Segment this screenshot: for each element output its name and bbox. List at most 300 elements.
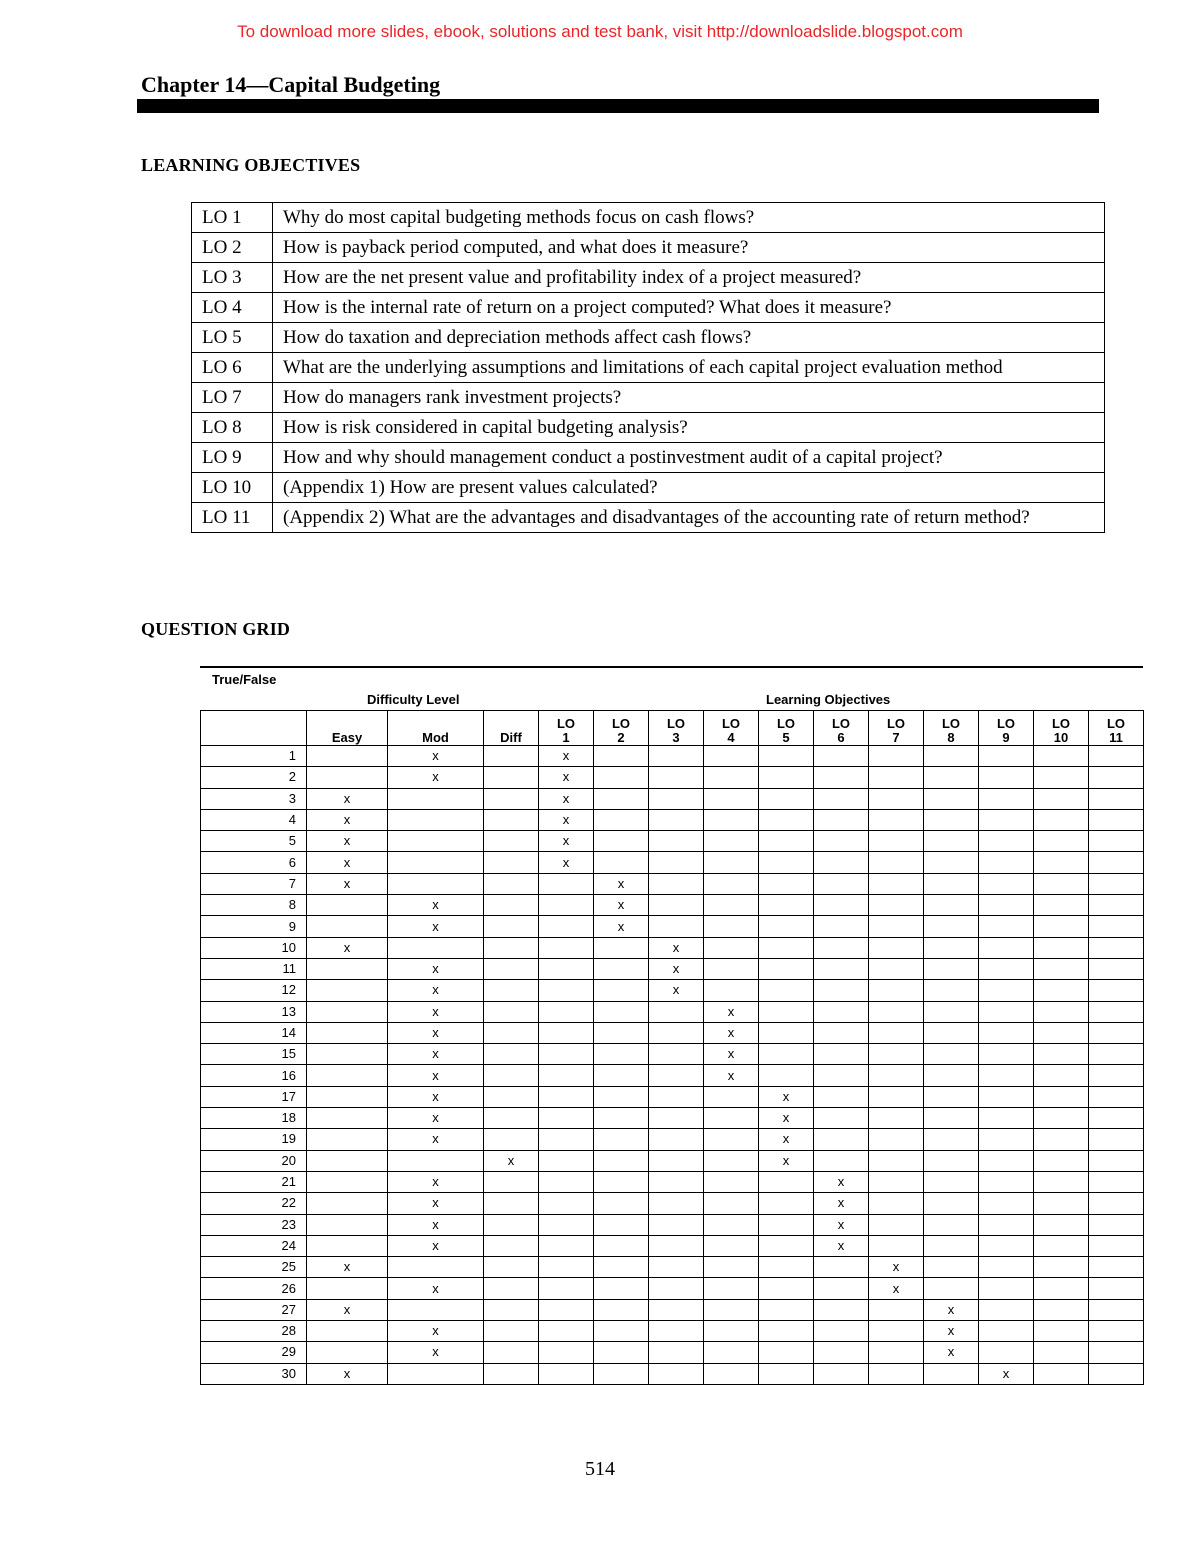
grid-cell (1089, 1235, 1144, 1256)
grid-cell (594, 1257, 649, 1278)
grid-cell (388, 1257, 484, 1278)
grid-cell (484, 1129, 539, 1150)
grid-cell (539, 1001, 594, 1022)
grid-cell (759, 767, 814, 788)
grid-mark: x (307, 873, 388, 894)
grid-cell (649, 1086, 704, 1107)
grid-cell (1089, 1363, 1144, 1384)
grid-cell (539, 1065, 594, 1086)
objective-row (192, 323, 1105, 353)
grid-cell (594, 1022, 649, 1043)
grid-cell (1089, 1171, 1144, 1192)
question-number: 17 (201, 1086, 307, 1107)
grid-cell (869, 767, 924, 788)
grid-cell (1089, 1022, 1144, 1043)
question-number: 21 (201, 1171, 307, 1192)
grid-cell (539, 1129, 594, 1150)
grid-cell (924, 937, 979, 958)
objective-row (192, 503, 1105, 533)
grid-cell (759, 873, 814, 894)
grid-cell (539, 873, 594, 894)
objective-text: What are the underlying assumptions and limitations of each capital project evaluation method (273, 353, 1105, 383)
grid-cell (814, 1257, 869, 1278)
grid-cell (1089, 1278, 1144, 1299)
grid-cell (649, 1171, 704, 1192)
grid-row (201, 1108, 1144, 1129)
grid-cell (869, 1342, 924, 1363)
grid-cell (1089, 1086, 1144, 1107)
grid-cell (649, 1278, 704, 1299)
grid-cell (649, 873, 704, 894)
grid-cell (814, 1129, 869, 1150)
grid-cell (388, 852, 484, 873)
grid-cell (484, 1257, 539, 1278)
question-grid-heading: QUESTION GRID (141, 619, 291, 639)
grid-cell (924, 1129, 979, 1150)
grid-cell (307, 980, 388, 1001)
objective-text: Why do most capital budgeting methods focus on cash flows? (273, 203, 1105, 233)
grid-cell (704, 1321, 759, 1342)
objective-text: How do taxation and depreciation methods affect cash flows? (273, 323, 1105, 353)
grid-row (201, 873, 1144, 894)
grid-cell (759, 1214, 814, 1235)
grid-mark: x (388, 1108, 484, 1129)
grid-cell (1034, 937, 1089, 958)
grid-cell (924, 1086, 979, 1107)
grid-cell (484, 1022, 539, 1043)
grid-cell (869, 895, 924, 916)
question-number: 2 (201, 767, 307, 788)
column-header-line2: 8 (947, 730, 955, 745)
grid-cell (1089, 958, 1144, 979)
grid-row (201, 1129, 1144, 1150)
grid-mark: x (594, 895, 649, 916)
grid-column-header (814, 711, 869, 746)
grid-cell (1034, 1150, 1089, 1171)
objective-text: How and why should management conduct a postinvestment audit of a capital project? (273, 443, 1105, 473)
grid-cell (1034, 1214, 1089, 1235)
objective-text: (Appendix 2) What are the advantages and disadvantages of the accounting rate of return method? (273, 503, 1105, 533)
grid-mark: x (307, 852, 388, 873)
grid-cell (649, 1257, 704, 1278)
grid-row (201, 746, 1144, 767)
grid-cell (594, 1086, 649, 1107)
grid-mark: x (869, 1278, 924, 1299)
grid-column-header (979, 711, 1034, 746)
grid-cell (979, 1193, 1034, 1214)
column-header-line2: 5 (782, 730, 790, 745)
grid-cell (979, 937, 1034, 958)
objective-text: How is risk considered in capital budgeting analysis? (273, 413, 1105, 443)
grid-cell (1089, 1044, 1144, 1065)
grid-cell (1034, 1065, 1089, 1086)
grid-row (201, 958, 1144, 979)
grid-cell (869, 916, 924, 937)
grid-cell (1034, 1086, 1089, 1107)
grid-column-header (539, 711, 594, 746)
grid-mark: x (539, 746, 594, 767)
objective-text: (Appendix 1) How are present values calculated? (273, 473, 1105, 503)
grid-cell (307, 916, 388, 937)
grid-cell (1034, 767, 1089, 788)
grid-cell (814, 1108, 869, 1129)
grid-cell (759, 831, 814, 852)
grid-cell (484, 1321, 539, 1342)
grid-cell (979, 1150, 1034, 1171)
grid-cell (307, 1235, 388, 1256)
grid-cell (759, 958, 814, 979)
grid-cell (979, 831, 1034, 852)
difficulty-level-label: Difficulty Level (367, 692, 460, 707)
grid-column-header (924, 711, 979, 746)
grid-mark: x (388, 1342, 484, 1363)
grid-cell (307, 1022, 388, 1043)
grid-cell (594, 1278, 649, 1299)
grid-cell (1034, 1363, 1089, 1384)
grid-mark: x (979, 1363, 1034, 1384)
objective-text: How is payback period computed, and what does it measure? (273, 233, 1105, 263)
question-number: 29 (201, 1342, 307, 1363)
grid-cell (594, 1171, 649, 1192)
grid-cell (484, 1171, 539, 1192)
grid-cell (1034, 1108, 1089, 1129)
grid-cell (814, 1044, 869, 1065)
grid-cell (1034, 1044, 1089, 1065)
grid-cell (484, 809, 539, 830)
grid-cell (869, 980, 924, 1001)
grid-cell (1089, 1321, 1144, 1342)
grid-row (201, 1278, 1144, 1299)
grid-mark: x (759, 1086, 814, 1107)
question-number: 1 (201, 746, 307, 767)
objective-id: LO 5 (192, 323, 273, 353)
grid-column-header (869, 711, 924, 746)
grid-cell (307, 1171, 388, 1192)
grid-cell (1089, 1342, 1144, 1363)
grid-row (201, 1044, 1144, 1065)
grid-cell (869, 788, 924, 809)
column-header-line2: Mod (422, 730, 449, 745)
grid-cell (979, 767, 1034, 788)
grid-cell (979, 895, 1034, 916)
question-number: 8 (201, 895, 307, 916)
column-header-line1: LO (611, 716, 631, 731)
grid-cell (1034, 1299, 1089, 1320)
grid-row (201, 1363, 1144, 1384)
grid-cell (539, 916, 594, 937)
grid-mark: x (388, 980, 484, 1001)
grid-mark: x (704, 1065, 759, 1086)
grid-cell (1089, 895, 1144, 916)
grid-cell (484, 916, 539, 937)
column-header-line1: LO (831, 716, 851, 731)
grid-cell (1089, 937, 1144, 958)
grid-cell (814, 1150, 869, 1171)
grid-cell (649, 1214, 704, 1235)
grid-mark: x (649, 958, 704, 979)
grid-cell (388, 831, 484, 852)
objective-row (192, 473, 1105, 503)
grid-row (201, 980, 1144, 1001)
grid-cell (979, 1001, 1034, 1022)
grid-cell (704, 1214, 759, 1235)
grid-cell (649, 895, 704, 916)
column-header-line2: 3 (672, 730, 680, 745)
objective-id: LO 6 (192, 353, 273, 383)
grid-cell (924, 1363, 979, 1384)
column-header-line2: 2 (617, 730, 625, 745)
grid-cell (1034, 746, 1089, 767)
grid-cell (307, 767, 388, 788)
grid-cell (759, 916, 814, 937)
grid-mark: x (924, 1299, 979, 1320)
grid-cell (539, 1235, 594, 1256)
grid-cell (649, 767, 704, 788)
grid-cell (649, 746, 704, 767)
grid-cell (484, 746, 539, 767)
grid-cell (814, 958, 869, 979)
objective-id: LO 2 (192, 233, 273, 263)
grid-mark: x (307, 809, 388, 830)
grid-cell (814, 1363, 869, 1384)
column-header-line2: 10 (1053, 730, 1069, 745)
grid-cell (388, 873, 484, 894)
grid-cell (484, 1108, 539, 1129)
grid-cell (704, 1108, 759, 1129)
grid-cell (979, 1278, 1034, 1299)
grid-cell (388, 937, 484, 958)
grid-cell (1034, 1278, 1089, 1299)
objective-row (192, 293, 1105, 323)
grid-cell (649, 1108, 704, 1129)
grid-cell (704, 895, 759, 916)
grid-cell (1034, 873, 1089, 894)
grid-cell (594, 937, 649, 958)
objective-row (192, 383, 1105, 413)
grid-cell (539, 1321, 594, 1342)
grid-cell (814, 852, 869, 873)
grid-cell (307, 1044, 388, 1065)
grid-cell (1034, 831, 1089, 852)
grid-cell (759, 1171, 814, 1192)
question-type-label: True/False (212, 672, 277, 687)
grid-cell (924, 916, 979, 937)
grid-column-header (704, 711, 759, 746)
grid-cell (1034, 788, 1089, 809)
grid-cell (869, 1214, 924, 1235)
grid-mark: x (814, 1171, 869, 1192)
grid-cell (594, 1214, 649, 1235)
grid-cell (594, 1342, 649, 1363)
grid-cell (759, 809, 814, 830)
grid-cell (979, 1044, 1034, 1065)
grid-mark: x (814, 1214, 869, 1235)
grid-cell (869, 1044, 924, 1065)
grid-cell (594, 788, 649, 809)
objective-id: LO 3 (192, 263, 273, 293)
grid-cell (1089, 788, 1144, 809)
grid-cell (979, 1171, 1034, 1192)
grid-cell (1089, 916, 1144, 937)
grid-cell (649, 1065, 704, 1086)
grid-row (201, 1257, 1144, 1278)
objective-id: LO 7 (192, 383, 273, 413)
grid-cell (759, 1193, 814, 1214)
grid-cell (388, 1299, 484, 1320)
grid-cell (759, 1022, 814, 1043)
column-header-line2: 1 (562, 730, 570, 745)
grid-cell (1089, 873, 1144, 894)
grid-cell (649, 1321, 704, 1342)
grid-cell (594, 1108, 649, 1129)
grid-cell (1089, 1150, 1144, 1171)
grid-corner-cell (201, 711, 307, 746)
grid-cell (1089, 809, 1144, 830)
column-header-line1: LO (721, 716, 741, 731)
question-number: 5 (201, 831, 307, 852)
grid-mark: x (814, 1193, 869, 1214)
grid-cell (307, 746, 388, 767)
grid-cell (484, 1193, 539, 1214)
grid-cell (594, 746, 649, 767)
grid-cell (814, 873, 869, 894)
grid-mark: x (388, 1321, 484, 1342)
grid-row (201, 1193, 1144, 1214)
question-number: 15 (201, 1044, 307, 1065)
grid-cell (869, 852, 924, 873)
grid-mark: x (388, 767, 484, 788)
grid-cell (704, 746, 759, 767)
grid-cell (704, 1193, 759, 1214)
grid-cell (539, 937, 594, 958)
grid-cell (484, 1363, 539, 1384)
grid-cell (814, 1342, 869, 1363)
question-number: 9 (201, 916, 307, 937)
grid-cell (924, 980, 979, 1001)
grid-cell (594, 1065, 649, 1086)
grid-cell (869, 1299, 924, 1320)
question-number: 23 (201, 1214, 307, 1235)
grid-cell (814, 1278, 869, 1299)
grid-mark: x (539, 809, 594, 830)
grid-cell (759, 852, 814, 873)
question-number: 10 (201, 937, 307, 958)
grid-cell (924, 873, 979, 894)
grid-cell (704, 958, 759, 979)
grid-cell (594, 1235, 649, 1256)
grid-cell (539, 1257, 594, 1278)
objective-text: How do managers rank investment projects? (273, 383, 1105, 413)
grid-cell (484, 788, 539, 809)
grid-cell (307, 958, 388, 979)
grid-cell (1034, 916, 1089, 937)
grid-cell (1089, 1299, 1144, 1320)
grid-mark: x (539, 788, 594, 809)
grid-cell (307, 1214, 388, 1235)
question-number: 19 (201, 1129, 307, 1150)
grid-cell (484, 937, 539, 958)
grid-row (201, 831, 1144, 852)
grid-cell (814, 937, 869, 958)
question-number: 13 (201, 1001, 307, 1022)
question-number: 30 (201, 1363, 307, 1384)
grid-cell (869, 1150, 924, 1171)
grid-cell (1089, 1065, 1144, 1086)
grid-cell (1089, 1193, 1144, 1214)
grid-cell (924, 1278, 979, 1299)
grid-mark: x (388, 1129, 484, 1150)
grid-row (201, 788, 1144, 809)
grid-cell (759, 1044, 814, 1065)
grid-column-header (484, 711, 539, 746)
grid-cell (869, 1129, 924, 1150)
grid-cell (924, 1022, 979, 1043)
grid-cell (869, 1235, 924, 1256)
grid-row (201, 1022, 1144, 1043)
grid-row (201, 1214, 1144, 1235)
grid-cell (924, 1065, 979, 1086)
objective-row (192, 413, 1105, 443)
grid-cell (704, 852, 759, 873)
grid-cell (924, 767, 979, 788)
column-header-line2: 4 (727, 730, 735, 745)
grid-row (201, 1321, 1144, 1342)
grid-cell (704, 916, 759, 937)
grid-cell (388, 788, 484, 809)
grid-cell (869, 1022, 924, 1043)
grid-cell (1089, 746, 1144, 767)
grid-cell (869, 1065, 924, 1086)
grid-cell (869, 937, 924, 958)
grid-cell (814, 1299, 869, 1320)
grid-cell (869, 1108, 924, 1129)
grid-cell (814, 980, 869, 1001)
grid-cell (924, 1171, 979, 1192)
grid-cell (594, 1363, 649, 1384)
grid-row (201, 1171, 1144, 1192)
grid-mark: x (388, 1001, 484, 1022)
objective-row (192, 263, 1105, 293)
grid-cell (924, 809, 979, 830)
grid-cell (484, 1235, 539, 1256)
grid-mark: x (388, 1065, 484, 1086)
objective-text: How are the net present value and profitability index of a project measured? (273, 263, 1105, 293)
grid-cell (1034, 1022, 1089, 1043)
grid-cell (594, 1044, 649, 1065)
column-header-line2: 6 (837, 730, 845, 745)
grid-cell (704, 980, 759, 1001)
grid-mark: x (388, 1044, 484, 1065)
grid-mark: x (704, 1022, 759, 1043)
grid-cell (814, 1022, 869, 1043)
grid-cell (979, 1086, 1034, 1107)
grid-mark: x (594, 916, 649, 937)
grid-cell (1089, 1108, 1144, 1129)
grid-mark: x (307, 788, 388, 809)
grid-mark: x (388, 1086, 484, 1107)
grid-cell (484, 1299, 539, 1320)
page-number: 514 (585, 1458, 615, 1480)
question-number: 11 (201, 958, 307, 979)
grid-cell (704, 1086, 759, 1107)
learning-objectives-table (191, 202, 1105, 533)
column-header-line1: LO (996, 716, 1016, 731)
grid-cell (759, 937, 814, 958)
objective-text: How is the internal rate of return on a project computed? What does it measure? (273, 293, 1105, 323)
grid-cell (759, 1065, 814, 1086)
grid-cell (1089, 1214, 1144, 1235)
question-number: 22 (201, 1193, 307, 1214)
